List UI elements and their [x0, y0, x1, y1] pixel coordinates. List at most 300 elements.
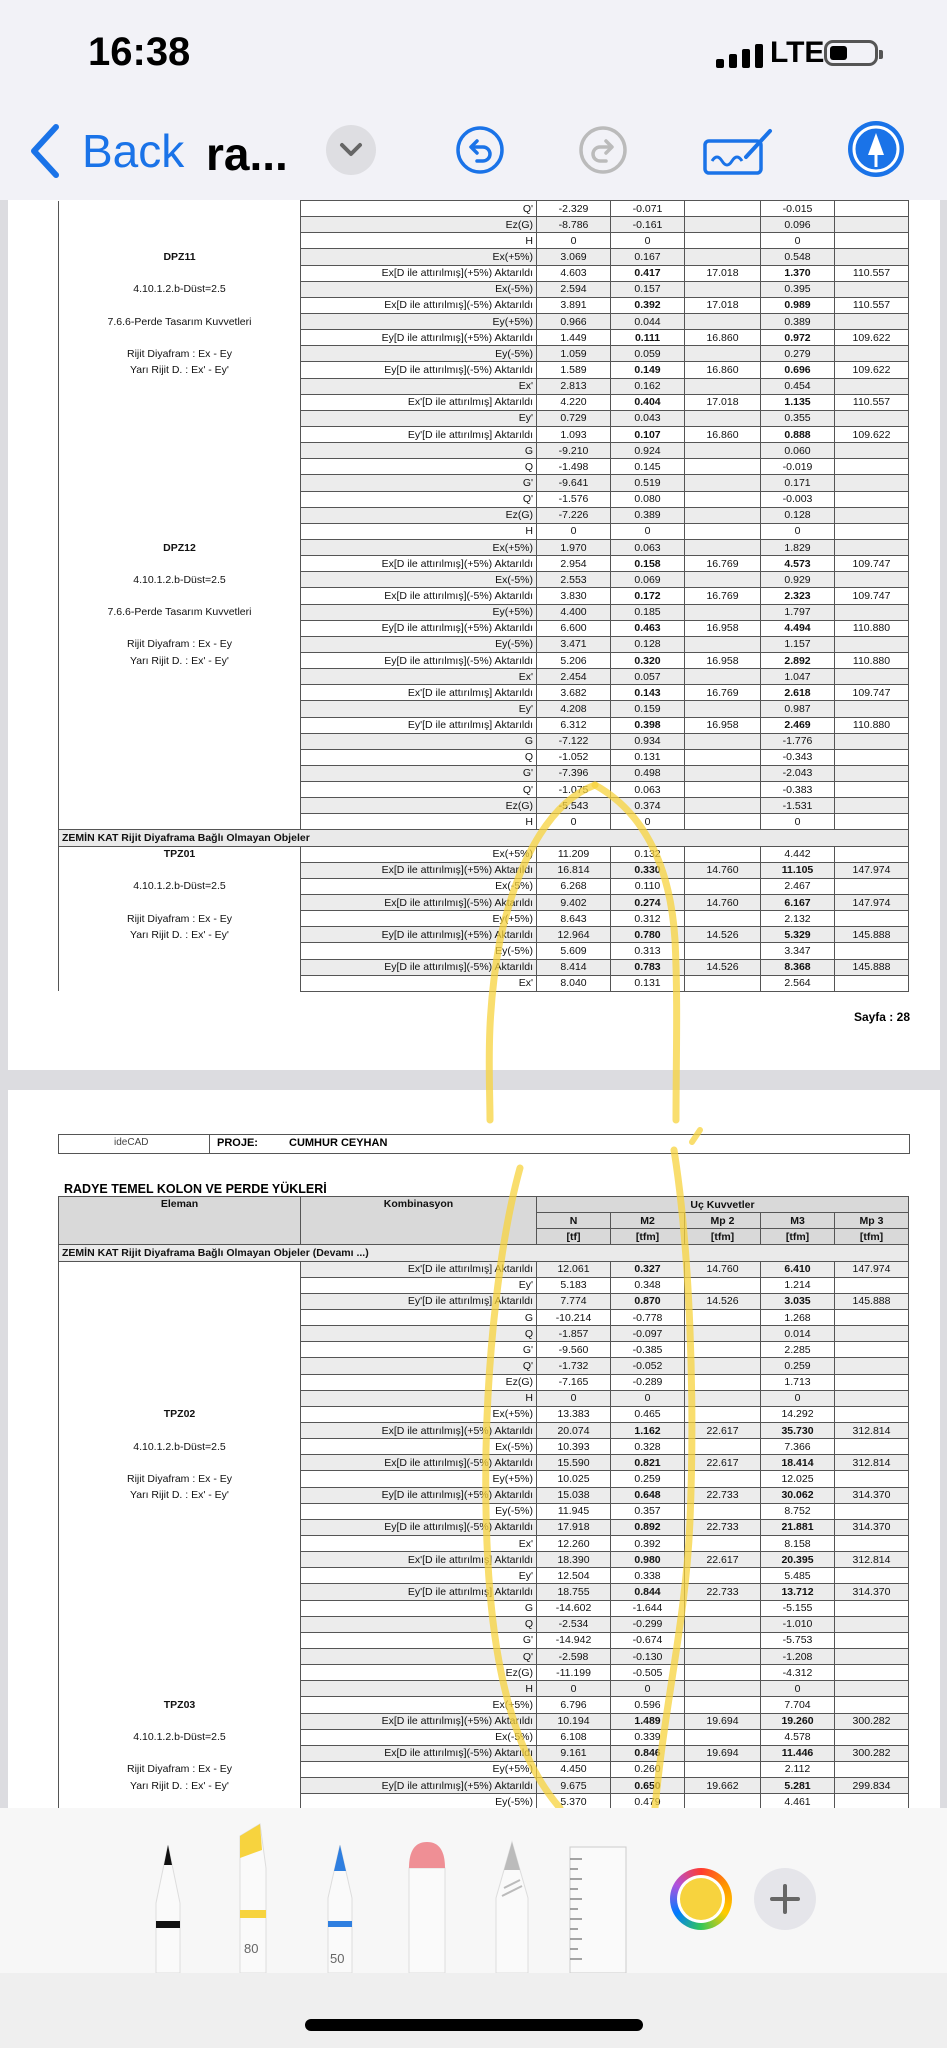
- redo-button[interactable]: [578, 125, 628, 175]
- element-cell: [59, 1616, 301, 1632]
- value-cell: [835, 1568, 909, 1584]
- value-cell: 0: [761, 1390, 835, 1406]
- value-cell: 22.733: [685, 1487, 761, 1503]
- element-cell: [59, 459, 301, 475]
- value-cell: 1.489: [611, 1713, 685, 1729]
- table-row: [59, 717, 909, 733]
- value-cell: 4.578: [761, 1729, 835, 1745]
- value-cell: 1.713: [761, 1374, 835, 1390]
- value-cell: [685, 733, 761, 749]
- table-row: [59, 685, 909, 701]
- unit-n: [tf]: [537, 1229, 611, 1245]
- value-cell: 0.014: [761, 1326, 835, 1342]
- element-cell: [59, 1422, 301, 1438]
- value-cell: 145.888: [835, 1293, 909, 1309]
- value-cell: 0.043: [611, 410, 685, 426]
- table-row: [59, 830, 909, 846]
- pen-tool[interactable]: [148, 1843, 188, 1973]
- value-cell: 5.329: [761, 927, 835, 943]
- value-cell: [835, 233, 909, 249]
- element-cell: 4.10.1.2.b-Düst=2.5: [59, 1439, 301, 1455]
- value-cell: 1.589: [537, 362, 611, 378]
- value-cell: 0.934: [611, 733, 685, 749]
- table-row: [59, 1342, 909, 1358]
- combination-cell: Ex'[D ile attırılmış] Aktarıldı: [301, 394, 537, 410]
- element-cell: [59, 895, 301, 911]
- table-row: [59, 911, 909, 927]
- value-cell: -0.505: [611, 1665, 685, 1681]
- value-cell: [835, 443, 909, 459]
- value-cell: 14.760: [685, 862, 761, 878]
- value-cell: 2.285: [761, 1342, 835, 1358]
- network-type: LTE: [770, 36, 825, 69]
- value-cell: 0.338: [611, 1568, 685, 1584]
- value-cell: 5.183: [537, 1277, 611, 1293]
- element-cell: [59, 426, 301, 442]
- table-row: [59, 1422, 909, 1438]
- value-cell: [685, 249, 761, 265]
- combination-cell: Ex[D ile attırılmış](+5%) Aktarıldı: [301, 265, 537, 281]
- pen-icon: [148, 1843, 188, 1973]
- table-row: [59, 491, 909, 507]
- status-time: 16:38: [88, 30, 191, 74]
- combination-cell: Ey[D ile attırılmış](+5%) Aktarıldı: [301, 1778, 537, 1794]
- value-cell: 1.214: [761, 1277, 835, 1293]
- combination-cell: Ey(-5%): [301, 943, 537, 959]
- page29-table: [58, 1196, 909, 1808]
- table-row: [59, 1261, 909, 1277]
- value-cell: [685, 443, 761, 459]
- value-cell: -9.210: [537, 443, 611, 459]
- value-cell: -0.071: [611, 201, 685, 217]
- value-cell: [835, 1681, 909, 1697]
- element-cell: [59, 669, 301, 685]
- value-cell: [835, 846, 909, 862]
- value-cell: [835, 1665, 909, 1681]
- value-cell: [835, 1406, 909, 1422]
- element-cell: [59, 1568, 301, 1584]
- value-cell: -1.576: [537, 491, 611, 507]
- value-cell: 110.557: [835, 394, 909, 410]
- header-eleman: Eleman: [59, 1197, 301, 1245]
- value-cell: 0: [611, 523, 685, 539]
- combination-cell: Ex(+5%): [301, 846, 537, 862]
- value-cell: 147.974: [835, 862, 909, 878]
- value-cell: [685, 1648, 761, 1664]
- element-cell: [59, 1277, 301, 1293]
- combination-cell: Ex(+5%): [301, 1406, 537, 1422]
- value-cell: -1.732: [537, 1358, 611, 1374]
- value-cell: 2.132: [761, 911, 835, 927]
- value-cell: 1.059: [537, 346, 611, 362]
- color-picker-button[interactable]: [670, 1868, 732, 1930]
- value-cell: -0.130: [611, 1648, 685, 1664]
- value-cell: 0.924: [611, 443, 685, 459]
- value-cell: 0.417: [611, 265, 685, 281]
- eraser-tool[interactable]: [405, 1838, 449, 1973]
- value-cell: 0.327: [611, 1261, 685, 1277]
- table-row: [59, 1293, 909, 1309]
- element-cell: Rijit Diyafram : Ex - Ey: [59, 636, 301, 652]
- value-cell: 0.966: [537, 313, 611, 329]
- table-row: [59, 1745, 909, 1761]
- value-cell: 19.260: [761, 1713, 835, 1729]
- home-indicator: [0, 1973, 947, 2048]
- value-cell: 0.330: [611, 862, 685, 878]
- value-cell: 0.171: [761, 475, 835, 491]
- value-cell: -0.161: [611, 217, 685, 233]
- value-cell: [835, 782, 909, 798]
- combination-cell: Ey[D ile attırılmış](-5%) Aktarıldı: [301, 652, 537, 668]
- element-cell: [59, 1519, 301, 1535]
- table-row: [59, 249, 909, 265]
- value-cell: 17.018: [685, 394, 761, 410]
- element-cell: [59, 394, 301, 410]
- add-tool-button[interactable]: [754, 1868, 816, 1930]
- value-cell: 18.390: [537, 1552, 611, 1568]
- value-cell: 0.392: [611, 297, 685, 313]
- combination-cell: Ex(+5%): [301, 1697, 537, 1713]
- value-cell: 14.526: [685, 927, 761, 943]
- table-row: [59, 362, 909, 378]
- element-cell: [59, 330, 301, 346]
- value-cell: [835, 201, 909, 217]
- combination-cell: Ey'[D ile attırılmış] Aktarıldı: [301, 1293, 537, 1309]
- value-cell: 0.892: [611, 1519, 685, 1535]
- value-cell: [835, 1439, 909, 1455]
- value-cell: 0.080: [611, 491, 685, 507]
- combination-cell: Ez(G): [301, 507, 537, 523]
- document-title[interactable]: ra...: [206, 128, 288, 180]
- chevron-left-icon: [28, 123, 62, 179]
- value-cell: 0.167: [611, 249, 685, 265]
- value-cell: 0.339: [611, 1729, 685, 1745]
- value-cell: [685, 1326, 761, 1342]
- value-cell: -4.312: [761, 1665, 835, 1681]
- value-cell: 0: [761, 233, 835, 249]
- value-cell: 0.780: [611, 927, 685, 943]
- combination-cell: Ex': [301, 975, 537, 991]
- header-mp2: Mp 2: [685, 1213, 761, 1229]
- value-cell: [835, 1535, 909, 1551]
- value-cell: [835, 943, 909, 959]
- table-row: [59, 394, 909, 410]
- value-cell: [835, 1503, 909, 1519]
- value-cell: 0.279: [761, 346, 835, 362]
- combination-cell: Ex'[D ile attırılmış] Aktarıldı: [301, 1261, 537, 1277]
- value-cell: 19.694: [685, 1713, 761, 1729]
- combination-cell: Q: [301, 459, 537, 475]
- element-cell: 4.10.1.2.b-Düst=2.5: [59, 1729, 301, 1745]
- value-cell: [685, 1406, 761, 1422]
- value-cell: [835, 1342, 909, 1358]
- value-cell: -14.942: [537, 1632, 611, 1648]
- element-cell: [59, 410, 301, 426]
- table-row: [59, 1729, 909, 1745]
- value-cell: 0.145: [611, 459, 685, 475]
- combination-cell: Ey': [301, 410, 537, 426]
- value-cell: 145.888: [835, 959, 909, 975]
- combination-cell: Ex[D ile attırılmış](+5%) Aktarıldı: [301, 556, 537, 572]
- value-cell: 0.389: [761, 313, 835, 329]
- signature-button[interactable]: [702, 127, 774, 177]
- combination-cell: Ey[D ile attırılmış](-5%) Aktarıldı: [301, 959, 537, 975]
- value-cell: 30.062: [761, 1487, 835, 1503]
- value-cell: 9.675: [537, 1778, 611, 1794]
- value-cell: 5.485: [761, 1568, 835, 1584]
- value-cell: 1.829: [761, 539, 835, 555]
- value-cell: 145.888: [835, 927, 909, 943]
- element-cell: [59, 1293, 301, 1309]
- value-cell: -0.778: [611, 1309, 685, 1325]
- table-row: [59, 1309, 909, 1325]
- value-cell: 314.370: [835, 1487, 909, 1503]
- element-cell: [59, 1535, 301, 1551]
- value-cell: 0: [611, 1681, 685, 1697]
- value-cell: 110.557: [835, 265, 909, 281]
- element-cell: Rijit Diyafram : Ex - Ey: [59, 1761, 301, 1777]
- value-cell: [835, 636, 909, 652]
- value-cell: 0.696: [761, 362, 835, 378]
- value-cell: 0.357: [611, 1503, 685, 1519]
- element-cell: [59, 201, 301, 217]
- value-cell: 5.206: [537, 652, 611, 668]
- combination-cell: Ex[D ile attırılmış](-5%) Aktarıldı: [301, 1745, 537, 1761]
- value-cell: 5.609: [537, 943, 611, 959]
- value-cell: -7.226: [537, 507, 611, 523]
- plus-icon: [754, 1868, 816, 1930]
- value-cell: [835, 249, 909, 265]
- value-cell: 0.044: [611, 313, 685, 329]
- value-cell: 6.600: [537, 620, 611, 636]
- header-kombinasyon: Kombinasyon: [301, 1197, 537, 1245]
- value-cell: 110.880: [835, 652, 909, 668]
- value-cell: 0.157: [611, 281, 685, 297]
- value-cell: 11.945: [537, 1503, 611, 1519]
- value-cell: 7.366: [761, 1439, 835, 1455]
- combination-cell: Q: [301, 749, 537, 765]
- value-cell: 16.769: [685, 685, 761, 701]
- value-cell: 2.618: [761, 685, 835, 701]
- value-cell: [685, 975, 761, 991]
- element-cell: [59, 1503, 301, 1519]
- table-row: [59, 1761, 909, 1777]
- table-row: [59, 1277, 909, 1293]
- table-row: [59, 1632, 909, 1648]
- value-cell: [685, 749, 761, 765]
- value-cell: [685, 217, 761, 233]
- value-cell: 0.259: [761, 1358, 835, 1374]
- element-cell: [59, 1261, 301, 1277]
- element-cell: [59, 782, 301, 798]
- value-cell: 0.059: [611, 346, 685, 362]
- table-row: [59, 1552, 909, 1568]
- value-cell: 3.830: [537, 588, 611, 604]
- value-cell: [685, 1665, 761, 1681]
- value-cell: 14.760: [685, 895, 761, 911]
- value-cell: [685, 782, 761, 798]
- combination-cell: Ex': [301, 378, 537, 394]
- value-cell: -1.498: [537, 459, 611, 475]
- project-header: [58, 1134, 910, 1154]
- table-row: [59, 1535, 909, 1551]
- element-cell: [59, 975, 301, 991]
- value-cell: 1.797: [761, 604, 835, 620]
- value-cell: 0.870: [611, 1293, 685, 1309]
- value-cell: 8.414: [537, 959, 611, 975]
- combination-cell: Ey'[D ile attırılmış] Aktarıldı: [301, 717, 537, 733]
- value-cell: 0.128: [611, 636, 685, 652]
- value-cell: 16.769: [685, 556, 761, 572]
- table-row: [59, 475, 909, 491]
- value-cell: [685, 507, 761, 523]
- table-row: [59, 846, 909, 862]
- value-cell: 109.747: [835, 556, 909, 572]
- value-cell: 0.844: [611, 1584, 685, 1600]
- value-cell: -9.560: [537, 1342, 611, 1358]
- value-cell: 16.958: [685, 717, 761, 733]
- value-cell: [685, 1309, 761, 1325]
- value-cell: [835, 410, 909, 426]
- value-cell: 14.292: [761, 1406, 835, 1422]
- value-cell: [685, 378, 761, 394]
- value-cell: [835, 733, 909, 749]
- combination-cell: Ey(-5%): [301, 1794, 537, 1808]
- element-cell: DPZ12: [59, 539, 301, 555]
- value-cell: 22.733: [685, 1584, 761, 1600]
- idecad-logo: ideCAD: [114, 1137, 149, 1148]
- value-cell: -1.010: [761, 1616, 835, 1632]
- combination-cell: Ex[D ile attırılmış](+5%) Aktarıldı: [301, 862, 537, 878]
- value-cell: 12.061: [537, 1261, 611, 1277]
- value-cell: 2.454: [537, 669, 611, 685]
- undo-button[interactable]: [455, 125, 505, 175]
- value-cell: [685, 539, 761, 555]
- value-cell: 0.185: [611, 604, 685, 620]
- value-cell: 109.622: [835, 426, 909, 442]
- value-cell: 0: [537, 1390, 611, 1406]
- value-cell: 6.796: [537, 1697, 611, 1713]
- value-cell: 2.469: [761, 717, 835, 733]
- value-cell: 16.958: [685, 652, 761, 668]
- element-cell: 4.10.1.2.b-Düst=2.5: [59, 281, 301, 297]
- value-cell: -5.543: [537, 798, 611, 814]
- ruler-tool[interactable]: [568, 1845, 628, 1973]
- project-name: CUMHUR CEYHAN: [289, 1137, 388, 1149]
- value-cell: -11.199: [537, 1665, 611, 1681]
- value-cell: 9.161: [537, 1745, 611, 1761]
- battery-icon: [824, 40, 878, 66]
- value-cell: 0.548: [761, 249, 835, 265]
- value-cell: 147.974: [835, 895, 909, 911]
- highlighter-tool[interactable]: [230, 1818, 276, 1973]
- value-cell: 4.220: [537, 394, 611, 410]
- value-cell: [835, 539, 909, 555]
- value-cell: 4.603: [537, 265, 611, 281]
- value-cell: [835, 491, 909, 507]
- element-cell: [59, 265, 301, 281]
- value-cell: 0.650: [611, 1778, 685, 1794]
- value-cell: 22.617: [685, 1552, 761, 1568]
- value-cell: 299.834: [835, 1778, 909, 1794]
- value-cell: 10.194: [537, 1713, 611, 1729]
- combination-cell: Q: [301, 1616, 537, 1632]
- value-cell: 1.370: [761, 265, 835, 281]
- back-button[interactable]: [28, 123, 184, 179]
- value-cell: [835, 765, 909, 781]
- value-cell: 8.158: [761, 1535, 835, 1551]
- value-cell: -0.385: [611, 1342, 685, 1358]
- combination-cell: Ex[D ile attırılmış](-5%) Aktarıldı: [301, 1455, 537, 1471]
- table-row: [59, 927, 909, 943]
- value-cell: [835, 281, 909, 297]
- element-cell: Rijit Diyafram : Ex - Ey: [59, 1471, 301, 1487]
- value-cell: 0.313: [611, 943, 685, 959]
- combination-cell: Ex(-5%): [301, 1439, 537, 1455]
- title-menu-button[interactable]: [326, 125, 376, 175]
- value-cell: [685, 201, 761, 217]
- value-cell: [685, 1390, 761, 1406]
- value-cell: 3.347: [761, 943, 835, 959]
- combination-cell: Q': [301, 491, 537, 507]
- pdf-viewer[interactable]: [0, 200, 947, 1808]
- table-row: [59, 1681, 909, 1697]
- value-cell: 16.769: [685, 588, 761, 604]
- table-row: [59, 652, 909, 668]
- table-row: [59, 1665, 909, 1681]
- table-row: [59, 1519, 909, 1535]
- value-cell: 18.414: [761, 1455, 835, 1471]
- lasso-tool[interactable]: [490, 1838, 534, 1973]
- highlighter-width: 80: [244, 1941, 259, 1956]
- value-cell: 6.312: [537, 717, 611, 733]
- markup-button[interactable]: [848, 121, 904, 177]
- value-cell: [685, 765, 761, 781]
- value-cell: [835, 669, 909, 685]
- table-row: [59, 1245, 909, 1261]
- value-cell: 0.063: [611, 782, 685, 798]
- value-cell: 312.814: [835, 1422, 909, 1438]
- table-row: [59, 556, 909, 572]
- table-row: [59, 426, 909, 442]
- pencil-tool[interactable]: [320, 1843, 360, 1973]
- combination-cell: Ex[D ile attırılmış](-5%) Aktarıldı: [301, 895, 537, 911]
- value-cell: -2.043: [761, 765, 835, 781]
- value-cell: -5.155: [761, 1600, 835, 1616]
- value-cell: 10.025: [537, 1471, 611, 1487]
- element-cell: [59, 717, 301, 733]
- table-row: [59, 346, 909, 362]
- value-cell: -14.602: [537, 1600, 611, 1616]
- value-cell: -1.776: [761, 733, 835, 749]
- markup-pen-icon: [848, 121, 904, 177]
- value-cell: -2.534: [537, 1616, 611, 1632]
- table-row: [59, 1374, 909, 1390]
- element-cell: [59, 765, 301, 781]
- combination-cell: Ey(-5%): [301, 636, 537, 652]
- value-cell: [685, 701, 761, 717]
- value-cell: [685, 1681, 761, 1697]
- value-cell: 1.047: [761, 669, 835, 685]
- value-cell: [835, 1729, 909, 1745]
- value-cell: -1.052: [537, 749, 611, 765]
- table-row: [59, 765, 909, 781]
- value-cell: [685, 814, 761, 830]
- value-cell: [835, 798, 909, 814]
- value-cell: 0.274: [611, 895, 685, 911]
- value-cell: 0.312: [611, 911, 685, 927]
- element-cell: [59, 443, 301, 459]
